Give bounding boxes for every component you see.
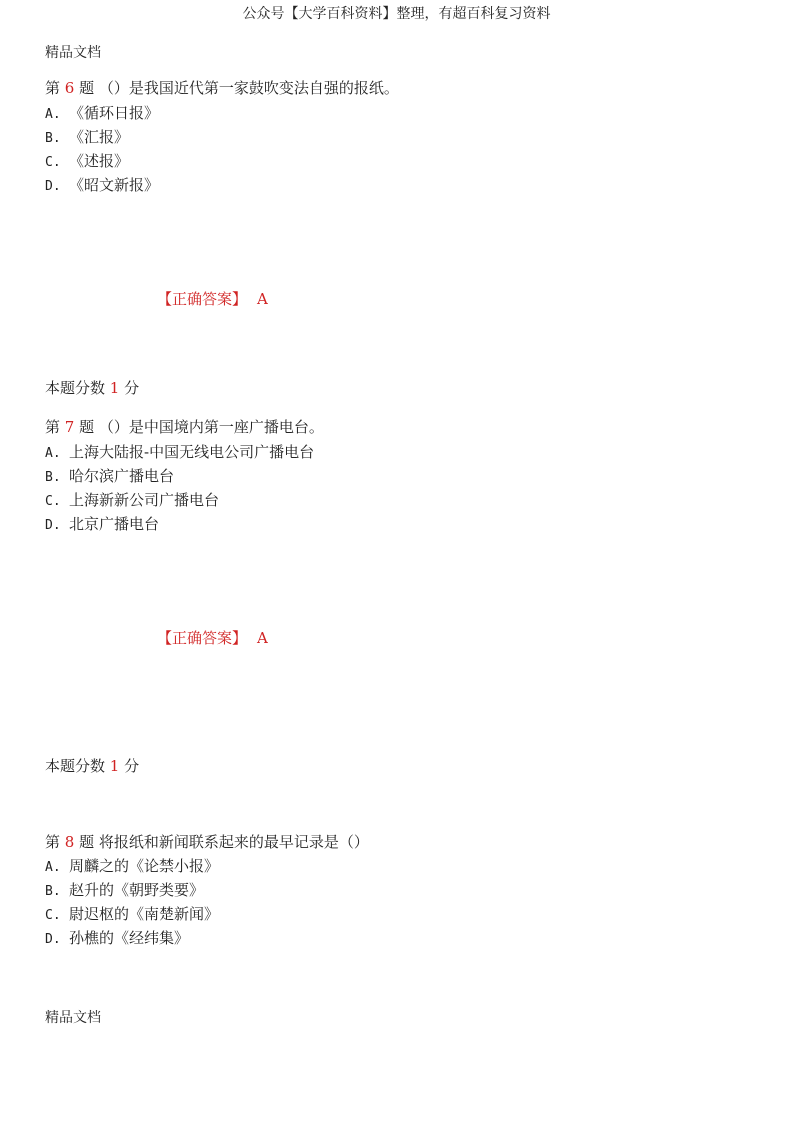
watermark-top: 精品文档 bbox=[45, 45, 101, 61]
option-c bbox=[45, 905, 219, 924]
question-prefix: 第 bbox=[45, 79, 61, 97]
option-d bbox=[45, 515, 159, 534]
option-text: 周麟之的《论禁小报》 bbox=[69, 857, 220, 875]
question-prefix: 第 bbox=[45, 833, 61, 851]
answer-6 bbox=[157, 290, 268, 308]
answer-label: 【正确答案】 bbox=[157, 290, 248, 308]
question-suffix: 题 bbox=[79, 79, 95, 97]
question-7-title bbox=[45, 418, 324, 436]
option-letter: C. bbox=[45, 494, 61, 509]
score-6 bbox=[45, 379, 139, 397]
option-text: 《述报》 bbox=[69, 152, 130, 170]
question-text: （）是我国近代第一家鼓吹变法自强的报纸。 bbox=[98, 79, 399, 97]
option-text: 尉迟枢的《南楚新闻》 bbox=[69, 905, 220, 923]
answer-label: 【正确答案】 bbox=[157, 629, 248, 647]
option-text: 赵升的《朝野类要》 bbox=[69, 881, 205, 899]
question-text: （）是中国境内第一座广播电台。 bbox=[98, 418, 324, 436]
question-suffix: 题 bbox=[79, 833, 95, 851]
option-a bbox=[45, 104, 159, 123]
option-text: 上海大陆报-中国无线电公司广播电台 bbox=[69, 443, 315, 461]
option-d bbox=[45, 176, 159, 195]
score-value: 1 bbox=[109, 757, 120, 775]
option-a bbox=[45, 443, 314, 462]
answer-7 bbox=[157, 629, 268, 647]
question-8-title bbox=[45, 833, 369, 851]
score-prefix: 本题分数 bbox=[45, 757, 106, 775]
question-text: 将报纸和新闻联系起来的最早记录是（） bbox=[98, 833, 369, 851]
option-b bbox=[45, 881, 204, 900]
option-text: 《循环日报》 bbox=[69, 104, 160, 122]
option-text: 上海新新公司广播电台 bbox=[69, 491, 220, 509]
option-letter: D. bbox=[45, 179, 61, 194]
score-value: 1 bbox=[109, 379, 120, 397]
score-suffix: 分 bbox=[124, 379, 140, 397]
option-letter: B. bbox=[45, 470, 61, 485]
option-d bbox=[45, 929, 189, 948]
option-c bbox=[45, 152, 129, 171]
option-letter: C. bbox=[45, 908, 61, 923]
score-prefix: 本题分数 bbox=[45, 379, 106, 397]
option-a bbox=[45, 857, 219, 876]
question-number: 6 bbox=[64, 79, 75, 97]
option-letter: D. bbox=[45, 518, 61, 533]
option-text: 《昭文新报》 bbox=[69, 176, 160, 194]
question-number: 8 bbox=[64, 833, 75, 851]
option-letter: B. bbox=[45, 884, 61, 899]
option-b bbox=[45, 467, 174, 486]
watermark-bottom: 精品文档 bbox=[45, 1010, 101, 1026]
answer-value: A bbox=[257, 290, 268, 308]
question-6-title bbox=[45, 79, 399, 97]
question-prefix: 第 bbox=[45, 418, 61, 436]
option-letter: C. bbox=[45, 155, 61, 170]
answer-value: A bbox=[257, 629, 268, 647]
option-text: 《汇报》 bbox=[69, 128, 130, 146]
option-text: 北京广播电台 bbox=[69, 515, 160, 533]
option-text: 孙樵的《经纬集》 bbox=[69, 929, 190, 947]
page-header: 公众号【大学百科资料】整理，有超百科复习资料 bbox=[242, 6, 551, 22]
score-7 bbox=[45, 757, 139, 775]
score-suffix: 分 bbox=[124, 757, 140, 775]
option-letter: A. bbox=[45, 446, 61, 461]
option-letter: D. bbox=[45, 932, 61, 947]
option-b bbox=[45, 128, 129, 147]
question-suffix: 题 bbox=[79, 418, 95, 436]
option-letter: A. bbox=[45, 860, 61, 875]
option-text: 哈尔滨广播电台 bbox=[69, 467, 175, 485]
option-letter: A. bbox=[45, 107, 61, 122]
option-letter: B. bbox=[45, 131, 61, 146]
option-c bbox=[45, 491, 219, 510]
question-number: 7 bbox=[64, 418, 75, 436]
